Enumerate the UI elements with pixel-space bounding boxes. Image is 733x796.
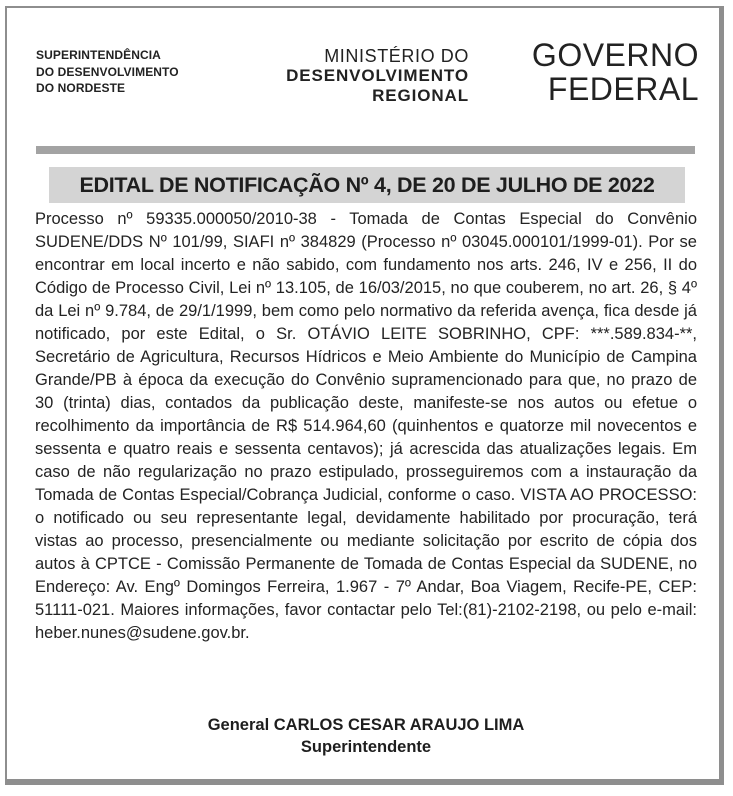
ministry-name bbox=[286, 47, 469, 106]
signatory-role: Superintendente bbox=[300, 738, 432, 756]
ministry-line: MINISTÉRIO DO bbox=[324, 46, 469, 66]
ministry-line: DESENVOLVIMENTO bbox=[286, 66, 469, 85]
government-line: GOVERNO bbox=[531, 37, 699, 73]
header-divider bbox=[36, 146, 695, 154]
sudene-line: SUPERINTENDÊNCIA bbox=[36, 48, 161, 62]
signature-block bbox=[35, 714, 697, 758]
sudene-name bbox=[36, 47, 179, 97]
government-name bbox=[532, 38, 699, 106]
sudene-line: DO NORDESTE bbox=[36, 81, 126, 95]
notice-body: Processo nº 59335.000050/2010-38 - Tomada de Contas Especial do Convênio SUDENE/DDS Nº 101/99, SIAFI nº 384829 (Processo nº 03045.000101/1999-01). Por se encontrar em local incerto e não sabido, com fundamento nos arts. 246, IV e 256, II do Código de Processo Civil, Lei nº 13.105, de 16/03/2015, no que couberem, no art. 26, § 4º da Lei nº 9.784, de 29/1/1999, bem como pelo normativo da referida avença, fica desde já notificado, por este Edital, o Sr. OTÁVIO LEITE SOBRINHO, CPF: ***.589.834-**, Secretário de Agricultura, Recursos Hídricos e Meio Ambiente do Município de Campina Grande/PB à época da execução do Convênio supramencionado para que, no prazo de 30 (trinta) dias, contados da publicação deste, manifeste-se nos autos ou efetue o recolhimento da importância de R$ 514.964,60 (quinhentos e quatorze mil novecentos e sessenta e quatro reais e sessenta centavos); já acrescida das atualizações legais. Em caso de não regularização no prazo estipulado, prosseguiremos com a instauração da Tomada de Contas Especial/Cobrança Judicial, conforme o caso. VISTA AO PROCESSO: o notificado ou seu representante legal, devidamente habilitado por procuração, terá vistas ao processo, presencialmente ou mediante solicitação por escrito de cópia dos autos à CPTCE - Comissão Permanente de Tomada de Contas Especial da SUDENE, no Endereço: Av. Engº Domingos Ferreira, 1.967 - 7º Andar, Boa Viagem, Recife-PE, CEP: 51111-021. Maiores informações, favor contactar pelo Tel:(81)-2102-2198, ou pelo e-mail: heber.nunes@sudene.gov.br. bbox=[35, 210, 697, 642]
title-banner bbox=[49, 167, 685, 203]
signatory-name: General CARLOS CESAR ARAUJO LIMA bbox=[207, 716, 525, 734]
ministry-line: REGIONAL bbox=[372, 86, 469, 105]
notice-title: EDITAL DE NOTIFICAÇÃO Nº 4, DE 20 DE JULHO DE 2022 bbox=[79, 172, 655, 197]
government-line: FEDERAL bbox=[547, 71, 699, 107]
sudene-line: DO DESENVOLVIMENTO bbox=[36, 64, 179, 79]
